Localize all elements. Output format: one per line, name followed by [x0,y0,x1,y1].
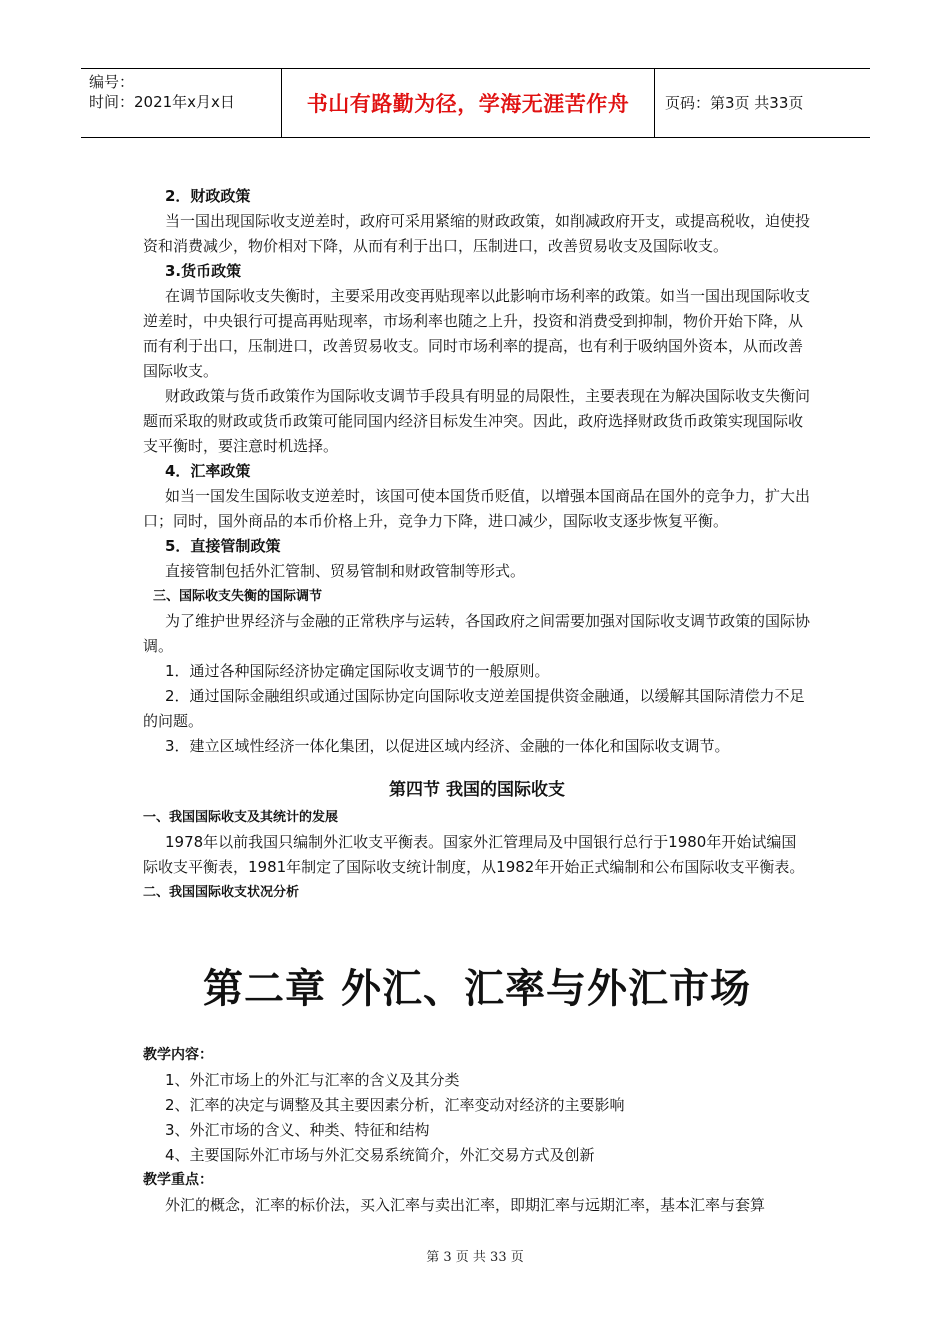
monetary-policy-paragraph: 在调节国际收支失衡时，主要采用改变再贴现率以此影响市场利率的政策。如当一国出现国际收支逆差时，中央银行可提高再贴现率，市场利率也随之上升，投资和消费受到抑制，物价开始下降，从而有利于出口，压制进口，改善贸易收支。同时市场利率的提高，也有利于吸纳国外资本，从而改善国际收支。 [143,287,811,380]
list-item: 3．建立区域性经济一体化集团，以促进区域内经济、金融的一体化和国际收支调节。 [165,737,730,755]
page-footer: 第 3 页 共 33 页 [426,1250,524,1265]
teaching-content-label: 教学内容： [143,1047,213,1063]
teaching-focus-paragraph: 外汇的概念，汇率的标价法，买入汇率与卖出汇率，即期汇率与远期汇率，基本汇率与套算 [165,1196,766,1214]
list-item: 3、外汇市场的含义、种类、特征和结构 [165,1121,430,1139]
section-four-paragraph: 1978年以前我国只编制外汇收支平衡表。国家外汇管理局及中国银行总行于1980年开始试编国际收支平衡表，1981年制定了国际收支统计制度，从1982年开始正式编制和公布国际收支平衡表。 [143,833,805,876]
header-number-label: 编号： [89,73,135,91]
list-item: 4、主要国际外汇市场与外汇交易系统简介，外汇交易方式及创新 [165,1146,595,1164]
header-time-label: 时间：2021年x月x日 [89,93,235,111]
policy-limits-paragraph: 财政政策与货币政策作为国际收支调节手段具有明显的局限性，主要表现在为解决国际收支失衡问题而采取的财政或货币政策可能同国内经济目标发生冲突。因此，政府选择财政货币政策实现国际收支平衡时，要注意时机选择。 [143,387,811,455]
document-body [143,184,811,1218]
header-page-info: 页码：第3页 共33页 [665,94,804,112]
page-header [81,68,870,138]
section-four-subheading-2: 二、我国国际收支状况分析 [143,885,300,900]
fiscal-policy-heading: 2．财政政策 [165,187,251,205]
direct-control-heading: 5．直接管制政策 [165,537,281,555]
monetary-policy-heading: 3.货币政策 [165,262,242,280]
section-four-subheading-1: 一、我国国际收支及其统计的发展 [143,810,339,825]
exchange-rate-policy-heading: 4．汇率政策 [165,462,251,480]
header-divider [654,69,655,137]
intl-adjustment-heading: 三、国际收支失衡的国际调节 [153,589,323,604]
intl-adjustment-paragraph: 为了维护世界经济与金融的正常秩序与运转，各国政府之间需要加强对国际收支调节政策的国际协调。 [143,612,811,655]
header-motto: 书山有路勤为径，学海无涯苦作舟 [306,92,630,116]
fiscal-policy-paragraph: 当一国出现国际收支逆差时，政府可采用紧缩的财政政策，如削减政府开支，或提高税收，迫使投资和消费减少，物价相对下降，从而有利于出口，压制进口，改善贸易收支及国际收支。 [143,212,811,255]
chapter-title: 第二章 外汇、汇率与外汇市场 [203,965,751,1012]
list-item: 2、汇率的决定与调整及其主要因素分析，汇率变动对经济的主要影响 [165,1096,625,1114]
list-item: 2．通过国际金融组织或通过国际协定向国际收支逆差国提供资金融通，以缓解其国际清偿力不足的问题。 [143,687,805,730]
list-item: 1．通过各种国际经济协定确定国际收支调节的一般原则。 [165,662,550,680]
section-four-title: 第四节 我国的国际收支 [389,780,565,800]
list-item: 1、外汇市场上的外汇与汇率的含义及其分类 [165,1071,460,1089]
direct-control-paragraph: 直接管制包括外汇管制、贸易管制和财政管制等形式。 [165,562,526,580]
exchange-rate-policy-paragraph: 如当一国发生国际收支逆差时，该国可使本国货币贬值，以增强本国商品在国外的竞争力，扩大出口；同时，国外商品的本币价格上升，竞争力下降，进口减少，国际收支逐步恢复平衡。 [143,487,811,530]
header-meta [89,72,235,112]
teaching-focus-label: 教学重点： [143,1172,213,1188]
